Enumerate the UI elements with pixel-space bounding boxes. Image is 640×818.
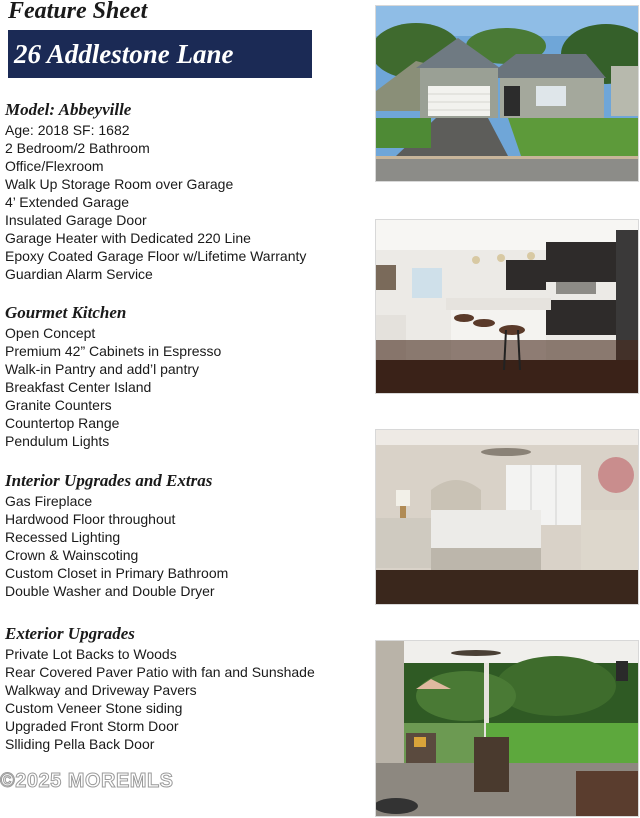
list-item: Walk-in Pantry and add’l pantry — [5, 361, 200, 377]
list-item: Premium 42” Cabinets in Espresso — [5, 343, 222, 359]
copyright-watermark: ©2025 MOREMLS — [0, 770, 174, 792]
list-item: Custom Closet in Primary Bathroom — [5, 565, 229, 581]
list-item: Granite Counters — [5, 397, 112, 413]
list-item: Insulated Garage Door — [5, 212, 147, 228]
page-title: Feature Sheet — [8, 0, 148, 24]
list-item: Double Washer and Double Dryer — [5, 583, 215, 599]
list-item: Open Concept — [5, 325, 96, 341]
list-item: Rear Covered Paver Patio with fan and Sunshade — [5, 664, 315, 680]
address-banner: 26 Addlestone Lane — [8, 30, 312, 78]
list-item: Age: 2018 SF: 1682 — [5, 122, 130, 138]
section-heading: Interior Upgrades and Extras — [5, 471, 213, 490]
list-item: 4’ Extended Garage — [5, 194, 130, 210]
list-item: Crown & Wainscoting — [5, 547, 139, 563]
section-model — [5, 99, 365, 283]
bedroom-photo — [375, 429, 639, 605]
section-heading: Gourmet Kitchen — [5, 303, 127, 322]
feature-list — [5, 492, 365, 600]
list-item: Walkway and Driveway Pavers — [5, 682, 197, 698]
list-item: Hardwood Floor throughout — [5, 511, 176, 527]
feature-list — [5, 121, 365, 283]
list-item: Upgraded Front Storm Door — [5, 718, 179, 734]
list-item: Countertop Range — [5, 415, 120, 431]
patio-photo — [375, 640, 639, 817]
house-exterior-photo — [375, 5, 639, 182]
section-kitchen — [5, 302, 365, 450]
feature-list — [5, 324, 365, 450]
list-item: Guardian Alarm Service — [5, 266, 153, 282]
list-item: Private Lot Backs to Woods — [5, 646, 177, 662]
kitchen-photo — [375, 219, 639, 394]
list-item: Office/Flexroom — [5, 158, 104, 174]
list-item: Walk Up Storage Room over Garage — [5, 176, 234, 192]
section-interior — [5, 470, 365, 600]
list-item: Pendulum Lights — [5, 433, 110, 449]
list-item: Custom Veneer Stone siding — [5, 700, 183, 716]
list-item: Slliding Pella Back Door — [5, 736, 155, 752]
section-heading: Exterior Upgrades — [5, 624, 135, 643]
feature-list — [5, 645, 365, 753]
list-item: Epoxy Coated Garage Floor w/Lifetime Warranty — [5, 248, 307, 264]
list-item: Garage Heater with Dedicated 220 Line — [5, 230, 251, 246]
list-item: Breakfast Center Island — [5, 379, 152, 395]
list-item: 2 Bedroom/2 Bathroom — [5, 140, 150, 156]
list-item: Recessed Lighting — [5, 529, 121, 545]
list-item: Gas Fireplace — [5, 493, 93, 509]
section-heading: Model: Abbeyville — [5, 100, 132, 119]
section-exterior — [5, 623, 365, 753]
